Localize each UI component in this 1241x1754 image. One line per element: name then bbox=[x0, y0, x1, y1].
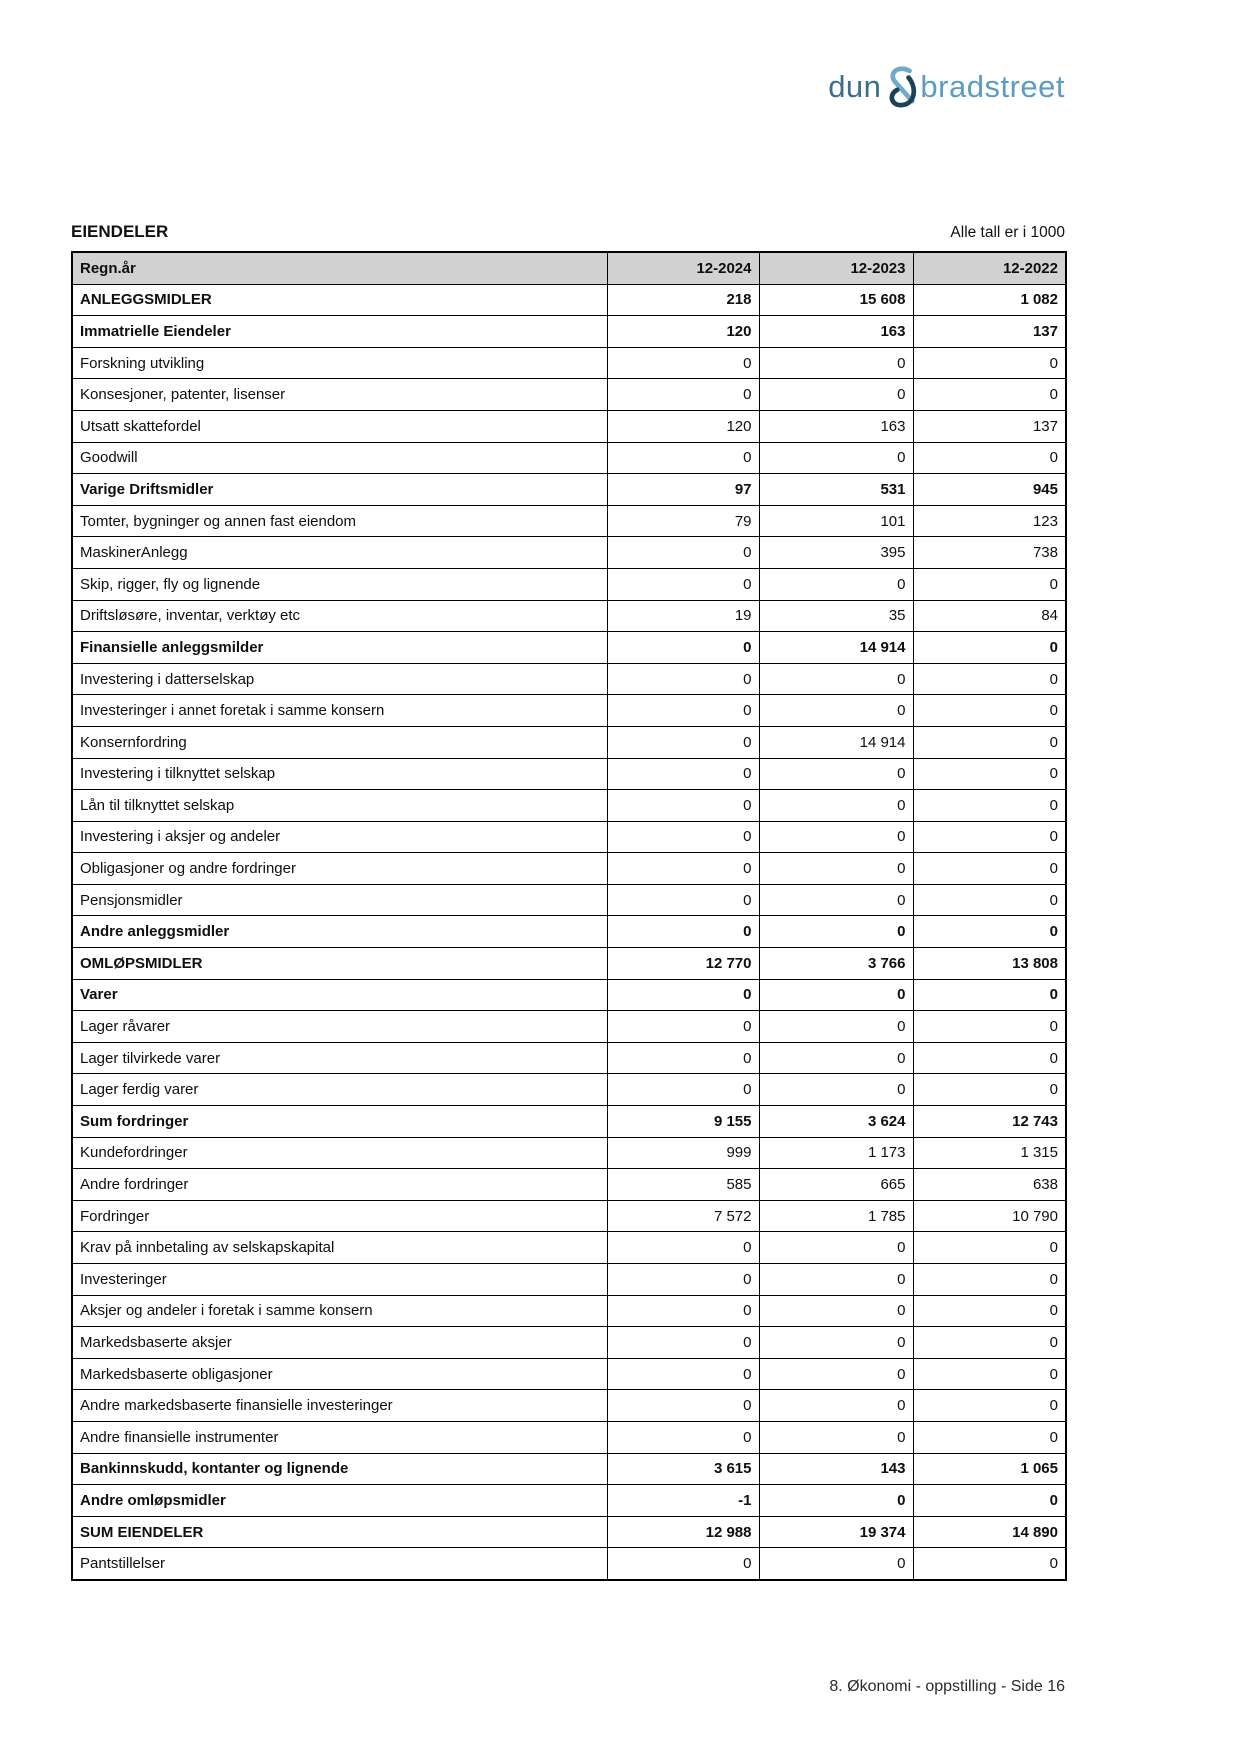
value-cell: 0 bbox=[913, 1264, 1066, 1296]
table-row bbox=[72, 347, 1066, 379]
value-cell: 0 bbox=[607, 568, 759, 600]
value-cell: 0 bbox=[759, 884, 913, 916]
row-label: Andre fordringer bbox=[72, 1169, 607, 1201]
value-cell: 0 bbox=[759, 916, 913, 948]
row-label: SUM EIENDELER bbox=[72, 1516, 607, 1548]
value-cell: 0 bbox=[913, 663, 1066, 695]
table-row bbox=[72, 979, 1066, 1011]
column-header-regnar: Regn.år bbox=[72, 252, 607, 284]
ampersand-icon bbox=[884, 64, 918, 110]
table-row bbox=[72, 758, 1066, 790]
table-row bbox=[72, 1042, 1066, 1074]
row-label: Bankinnskudd, kontanter og lignende bbox=[72, 1453, 607, 1485]
table-row bbox=[72, 537, 1066, 569]
value-cell: 0 bbox=[607, 979, 759, 1011]
value-cell: 120 bbox=[607, 410, 759, 442]
logo-text-bradstreet: bradstreet bbox=[920, 69, 1065, 104]
value-cell: 3 624 bbox=[759, 1106, 913, 1138]
value-cell: 3 615 bbox=[607, 1453, 759, 1485]
row-label: Investering i tilknyttet selskap bbox=[72, 758, 607, 790]
dun-bradstreet-logo bbox=[828, 64, 1065, 110]
row-label: Lager tilvirkede varer bbox=[72, 1042, 607, 1074]
page-footer: 8. Økonomi - oppstilling - Side 16 bbox=[829, 1678, 1065, 1695]
table-row bbox=[72, 948, 1066, 980]
value-cell: 0 bbox=[607, 1042, 759, 1074]
logo-text-dun: dun bbox=[828, 69, 882, 104]
value-cell: 101 bbox=[759, 505, 913, 537]
value-cell: 0 bbox=[913, 379, 1066, 411]
value-cell: 0 bbox=[607, 663, 759, 695]
row-label: ANLEGGSMIDLER bbox=[72, 284, 607, 316]
value-cell: 1 065 bbox=[913, 1453, 1066, 1485]
row-label: Sum fordringer bbox=[72, 1106, 607, 1138]
column-header-2024: 12-2024 bbox=[607, 252, 759, 284]
value-cell: 0 bbox=[913, 790, 1066, 822]
value-cell: 0 bbox=[607, 853, 759, 885]
table-row bbox=[72, 790, 1066, 822]
value-cell: 15 608 bbox=[759, 284, 913, 316]
value-cell: 14 914 bbox=[759, 632, 913, 664]
table-row bbox=[72, 1485, 1066, 1517]
value-cell: 163 bbox=[759, 410, 913, 442]
value-cell: 0 bbox=[913, 1232, 1066, 1264]
row-label: Andre anleggsmidler bbox=[72, 916, 607, 948]
value-cell: 0 bbox=[759, 1011, 913, 1043]
value-cell: 0 bbox=[913, 916, 1066, 948]
value-cell: 0 bbox=[913, 1295, 1066, 1327]
value-cell: -1 bbox=[607, 1485, 759, 1517]
value-cell: 0 bbox=[759, 979, 913, 1011]
value-cell: 13 808 bbox=[913, 948, 1066, 980]
table-row bbox=[72, 1200, 1066, 1232]
value-cell: 531 bbox=[759, 474, 913, 506]
table-row bbox=[72, 695, 1066, 727]
value-cell: 14 890 bbox=[913, 1516, 1066, 1548]
value-cell: 14 914 bbox=[759, 726, 913, 758]
value-cell: 0 bbox=[759, 379, 913, 411]
value-cell: 0 bbox=[607, 1358, 759, 1390]
value-cell: 0 bbox=[759, 1421, 913, 1453]
value-cell: 143 bbox=[759, 1453, 913, 1485]
value-cell: 0 bbox=[759, 821, 913, 853]
value-cell: 137 bbox=[913, 410, 1066, 442]
row-label: Finansielle anleggsmilder bbox=[72, 632, 607, 664]
value-cell: 0 bbox=[607, 1327, 759, 1359]
value-cell: 0 bbox=[913, 347, 1066, 379]
table-row bbox=[72, 1358, 1066, 1390]
row-label: Pantstillelser bbox=[72, 1548, 607, 1580]
value-cell: 0 bbox=[759, 1485, 913, 1517]
table-row bbox=[72, 1232, 1066, 1264]
table-row bbox=[72, 1137, 1066, 1169]
value-cell: 3 766 bbox=[759, 948, 913, 980]
value-cell: 7 572 bbox=[607, 1200, 759, 1232]
row-label: Immatrielle Eiendeler bbox=[72, 316, 607, 348]
value-cell: 0 bbox=[607, 884, 759, 916]
row-label: Andre finansielle instrumenter bbox=[72, 1421, 607, 1453]
value-cell: 0 bbox=[607, 790, 759, 822]
table-row bbox=[72, 663, 1066, 695]
value-cell: 395 bbox=[759, 537, 913, 569]
row-label: Investering i datterselskap bbox=[72, 663, 607, 695]
value-cell: 123 bbox=[913, 505, 1066, 537]
row-label: Konsesjoner, patenter, lisenser bbox=[72, 379, 607, 411]
value-cell: 0 bbox=[913, 1390, 1066, 1422]
value-cell: 638 bbox=[913, 1169, 1066, 1201]
value-cell: 0 bbox=[913, 853, 1066, 885]
table-row bbox=[72, 600, 1066, 632]
value-cell: 0 bbox=[913, 1074, 1066, 1106]
value-cell: 0 bbox=[607, 1232, 759, 1264]
value-cell: 35 bbox=[759, 600, 913, 632]
value-cell: 12 743 bbox=[913, 1106, 1066, 1138]
value-cell: 0 bbox=[759, 1232, 913, 1264]
row-label: MaskinerAnlegg bbox=[72, 537, 607, 569]
table-row bbox=[72, 1453, 1066, 1485]
value-cell: 10 790 bbox=[913, 1200, 1066, 1232]
row-label: Skip, rigger, fly og lignende bbox=[72, 568, 607, 600]
value-cell: 945 bbox=[913, 474, 1066, 506]
row-label: Andre omløpsmidler bbox=[72, 1485, 607, 1517]
value-cell: 0 bbox=[759, 790, 913, 822]
value-cell: 1 082 bbox=[913, 284, 1066, 316]
value-cell: 0 bbox=[607, 695, 759, 727]
row-label: Markedsbaserte obligasjoner bbox=[72, 1358, 607, 1390]
value-cell: 0 bbox=[607, 726, 759, 758]
value-cell: 97 bbox=[607, 474, 759, 506]
row-label: Investeringer i annet foretak i samme konsern bbox=[72, 695, 607, 727]
value-cell: 0 bbox=[759, 663, 913, 695]
value-cell: 0 bbox=[607, 1011, 759, 1043]
value-cell: 0 bbox=[759, 442, 913, 474]
row-label: Investeringer bbox=[72, 1264, 607, 1296]
column-header-2023: 12-2023 bbox=[759, 252, 913, 284]
value-cell: 0 bbox=[607, 442, 759, 474]
value-cell: 0 bbox=[607, 537, 759, 569]
table-row bbox=[72, 1264, 1066, 1296]
row-label: Varige Driftsmidler bbox=[72, 474, 607, 506]
value-cell: 0 bbox=[913, 1421, 1066, 1453]
value-cell: 0 bbox=[913, 979, 1066, 1011]
value-cell: 0 bbox=[607, 821, 759, 853]
row-label: Tomter, bygninger og annen fast eiendom bbox=[72, 505, 607, 537]
table-row bbox=[72, 632, 1066, 664]
row-label: Goodwill bbox=[72, 442, 607, 474]
table-header-row bbox=[72, 252, 1066, 284]
value-cell: 163 bbox=[759, 316, 913, 348]
value-cell: 0 bbox=[607, 916, 759, 948]
value-cell: 12 770 bbox=[607, 948, 759, 980]
value-cell: 0 bbox=[759, 1327, 913, 1359]
value-cell: 0 bbox=[607, 1295, 759, 1327]
value-cell: 0 bbox=[759, 1074, 913, 1106]
row-label: Markedsbaserte aksjer bbox=[72, 1327, 607, 1359]
value-cell: 738 bbox=[913, 537, 1066, 569]
value-cell: 19 374 bbox=[759, 1516, 913, 1548]
table-row bbox=[72, 726, 1066, 758]
row-label: Investering i aksjer og andeler bbox=[72, 821, 607, 853]
value-cell: 0 bbox=[913, 726, 1066, 758]
row-label: Forskning utvikling bbox=[72, 347, 607, 379]
row-label: Driftsløsøre, inventar, verktøy etc bbox=[72, 600, 607, 632]
column-header-2022: 12-2022 bbox=[913, 252, 1066, 284]
table-title-row bbox=[71, 222, 1065, 242]
value-cell: 0 bbox=[759, 1358, 913, 1390]
value-cell: 0 bbox=[913, 1485, 1066, 1517]
value-cell: 9 155 bbox=[607, 1106, 759, 1138]
table-row bbox=[72, 1169, 1066, 1201]
table-row bbox=[72, 442, 1066, 474]
value-cell: 1 785 bbox=[759, 1200, 913, 1232]
value-cell: 0 bbox=[759, 1390, 913, 1422]
section-title: EIENDELER bbox=[71, 222, 169, 241]
row-label: Obligasjoner og andre fordringer bbox=[72, 853, 607, 885]
value-cell: 0 bbox=[913, 884, 1066, 916]
value-cell: 0 bbox=[607, 1390, 759, 1422]
table-row bbox=[72, 1421, 1066, 1453]
table-row bbox=[72, 284, 1066, 316]
value-cell: 0 bbox=[759, 758, 913, 790]
row-label: Varer bbox=[72, 979, 607, 1011]
value-cell: 0 bbox=[913, 442, 1066, 474]
row-label: Lager ferdig varer bbox=[72, 1074, 607, 1106]
value-cell: 0 bbox=[913, 568, 1066, 600]
row-label: Pensjonsmidler bbox=[72, 884, 607, 916]
value-cell: 79 bbox=[607, 505, 759, 537]
value-cell: 0 bbox=[913, 1358, 1066, 1390]
table-row bbox=[72, 410, 1066, 442]
row-label: OMLØPSMIDLER bbox=[72, 948, 607, 980]
table-row bbox=[72, 1390, 1066, 1422]
table-row bbox=[72, 1548, 1066, 1580]
table-row bbox=[72, 568, 1066, 600]
value-cell: 1 173 bbox=[759, 1137, 913, 1169]
value-cell: 0 bbox=[913, 821, 1066, 853]
table-row bbox=[72, 884, 1066, 916]
row-label: Aksjer og andeler i foretak i samme konsern bbox=[72, 1295, 607, 1327]
value-cell: 0 bbox=[607, 632, 759, 664]
value-cell: 218 bbox=[607, 284, 759, 316]
value-cell: 0 bbox=[913, 1327, 1066, 1359]
value-cell: 0 bbox=[913, 1011, 1066, 1043]
row-label: Utsatt skattefordel bbox=[72, 410, 607, 442]
balance-sheet-table bbox=[71, 251, 1067, 1581]
row-label: Andre markedsbaserte finansielle investeringer bbox=[72, 1390, 607, 1422]
row-label: Konsernfordring bbox=[72, 726, 607, 758]
value-cell: 0 bbox=[913, 632, 1066, 664]
table-row bbox=[72, 1327, 1066, 1359]
value-cell: 0 bbox=[607, 1264, 759, 1296]
table-row bbox=[72, 379, 1066, 411]
value-cell: 0 bbox=[913, 695, 1066, 727]
value-cell: 137 bbox=[913, 316, 1066, 348]
value-cell: 0 bbox=[607, 347, 759, 379]
value-cell: 0 bbox=[759, 568, 913, 600]
value-cell: 84 bbox=[913, 600, 1066, 632]
value-cell: 0 bbox=[913, 1042, 1066, 1074]
value-cell: 19 bbox=[607, 600, 759, 632]
value-cell: 585 bbox=[607, 1169, 759, 1201]
row-label: Kundefordringer bbox=[72, 1137, 607, 1169]
row-label: Lager råvarer bbox=[72, 1011, 607, 1043]
value-cell: 0 bbox=[759, 853, 913, 885]
value-cell: 1 315 bbox=[913, 1137, 1066, 1169]
value-cell: 0 bbox=[759, 1264, 913, 1296]
table-row bbox=[72, 1295, 1066, 1327]
row-label: Fordringer bbox=[72, 1200, 607, 1232]
table-row bbox=[72, 1011, 1066, 1043]
table-row bbox=[72, 505, 1066, 537]
table-row bbox=[72, 821, 1066, 853]
row-label: Krav på innbetaling av selskapskapital bbox=[72, 1232, 607, 1264]
table-row bbox=[72, 1106, 1066, 1138]
value-cell: 0 bbox=[607, 758, 759, 790]
table-row bbox=[72, 853, 1066, 885]
value-cell: 0 bbox=[607, 1421, 759, 1453]
table-row bbox=[72, 916, 1066, 948]
table-row bbox=[72, 1516, 1066, 1548]
value-cell: 0 bbox=[759, 1548, 913, 1580]
value-cell: 0 bbox=[759, 695, 913, 727]
row-label: Lån til tilknyttet selskap bbox=[72, 790, 607, 822]
table-row bbox=[72, 316, 1066, 348]
value-cell: 0 bbox=[607, 379, 759, 411]
table-row bbox=[72, 474, 1066, 506]
value-cell: 12 988 bbox=[607, 1516, 759, 1548]
value-cell: 0 bbox=[913, 758, 1066, 790]
value-cell: 999 bbox=[607, 1137, 759, 1169]
value-cell: 0 bbox=[759, 347, 913, 379]
value-cell: 0 bbox=[607, 1074, 759, 1106]
value-cell: 665 bbox=[759, 1169, 913, 1201]
value-cell: 0 bbox=[759, 1042, 913, 1074]
table-row bbox=[72, 1074, 1066, 1106]
value-cell: 0 bbox=[913, 1548, 1066, 1580]
units-note: Alle tall er i 1000 bbox=[950, 224, 1065, 241]
value-cell: 0 bbox=[759, 1295, 913, 1327]
value-cell: 0 bbox=[607, 1548, 759, 1580]
value-cell: 120 bbox=[607, 316, 759, 348]
